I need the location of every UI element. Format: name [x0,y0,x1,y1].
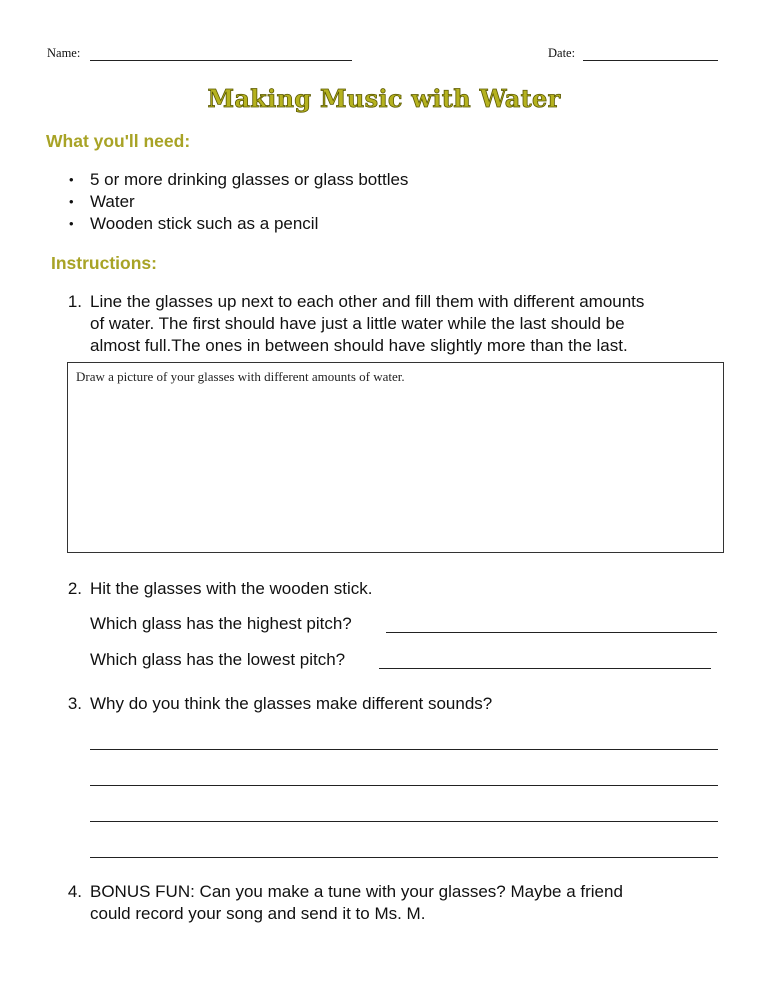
answer-line-lowest[interactable] [379,668,711,669]
answer-line[interactable] [90,785,718,786]
question-highest: Which glass has the highest pitch? [90,614,352,633]
bullet-icon: • [69,194,74,209]
step-number: 3. [67,694,82,713]
drawing-prompt: Draw a picture of your glasses with different amounts of water. [76,369,405,384]
answer-line[interactable] [90,821,718,822]
step-number: 2. [67,579,82,598]
step-number: 1. [67,292,82,311]
list-item: • Wooden stick such as a pencil [69,214,319,233]
answer-line[interactable] [90,749,718,750]
step-number: 4. [67,882,82,901]
answer-line-highest[interactable] [386,632,717,633]
name-label: Name: [47,46,81,60]
step-2 [60,578,740,600]
step-1 [60,291,740,357]
list-item: • Water [69,192,135,211]
needs-heading: What you'll need: [46,131,191,151]
page-title: Making Music with Water [207,84,561,113]
step-text-line: almost full.The ones in between should have slightly more than the last. [90,336,628,355]
step-4 [60,881,740,925]
answer-line[interactable] [90,857,718,858]
step-text-line: could record your song and send it to Ms. M. [90,904,426,923]
materials-list [63,169,408,235]
question-lowest: Which glass has the lowest pitch? [90,650,346,669]
step-text-line: of water. The first should have just a little water while the last should be [90,314,625,333]
drawing-box[interactable] [67,362,724,553]
instructions-heading: Instructions: [51,253,157,273]
step-text: Hit the glasses with the wooden stick. [90,579,373,598]
step-text-line: BONUS FUN: Can you make a tune with your glasses? Maybe a friend [90,882,623,901]
list-item: • 5 or more drinking glasses or glass bottles [69,170,409,189]
step-text: Why do you think the glasses make different sounds? [90,694,493,713]
step-text-line: Line the glasses up next to each other and fill them with different amounts [90,292,645,311]
date-field[interactable] [583,48,718,61]
bullet-icon: • [69,172,74,187]
step-3 [60,693,740,715]
date-label: Date: [548,46,576,60]
name-field[interactable] [90,48,352,61]
bullet-icon: • [69,216,74,231]
